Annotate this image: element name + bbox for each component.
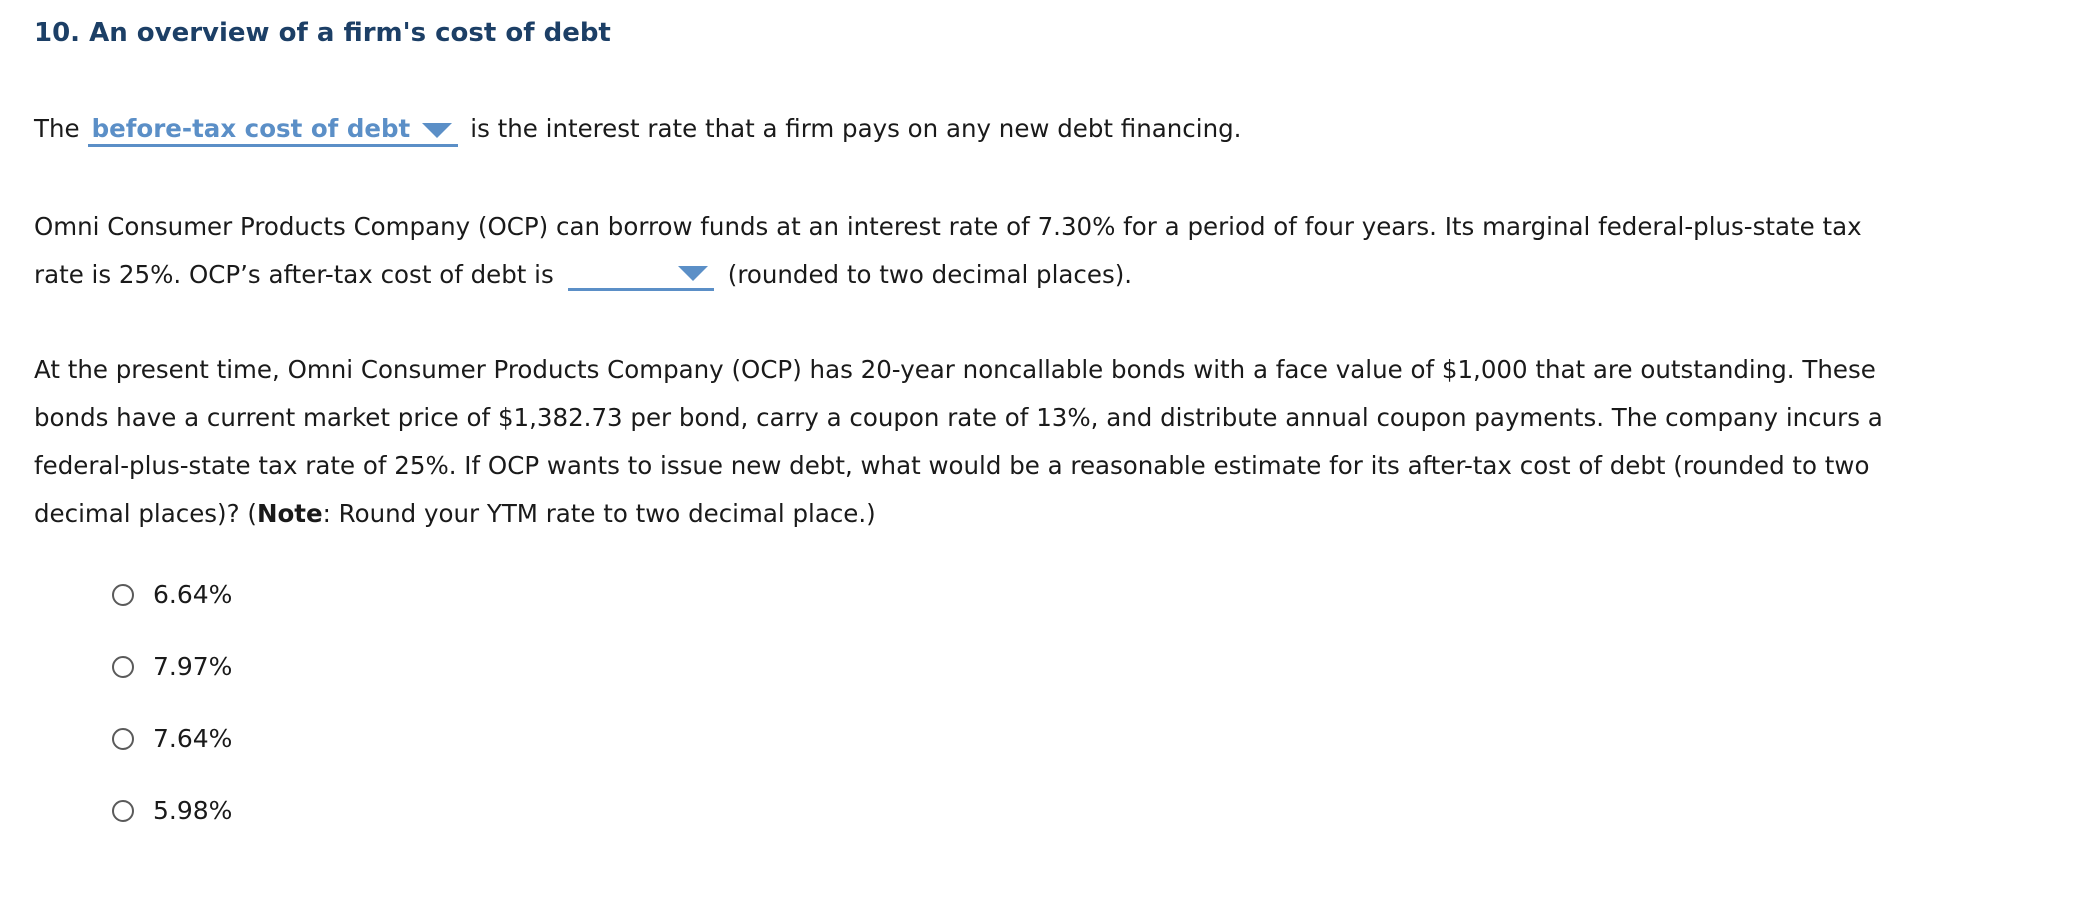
note-label: Note (256, 499, 323, 528)
answer-option-label[interactable]: 7.64% (153, 724, 233, 753)
caret-down-icon (422, 123, 452, 138)
statement-2 (34, 203, 1894, 299)
note-text: : Round your YTM rate to two decimal place.) (322, 499, 876, 528)
answer-option[interactable] (112, 580, 232, 652)
question-title: 10. An overview of a firm's cost of debt (34, 18, 611, 48)
radio-button-icon[interactable] (112, 800, 134, 822)
answer-option[interactable] (112, 652, 232, 724)
radio-button-icon[interactable] (112, 584, 134, 606)
answer-option-label[interactable]: 7.97% (153, 652, 233, 681)
answer-option-label[interactable]: 5.98% (153, 796, 233, 825)
after-tax-cost-dropdown[interactable] (568, 258, 714, 291)
statement-2-tail: (rounded to two decimal places). (727, 260, 1133, 289)
statement-3-main: At the present time, Omni Consumer Products Company (OCP) has 20-year noncallable bonds with a face value of $1,000 that are outstanding. These bonds have a current market price of $1,382.73 per bond, carry a coupon rate of 13%, and distribute annual coupon payments. The company incurs a federal-plus-state tax rate of 25%. If OCP wants to issue new debt, what would be a reasonable estimate for its after-tax cost of debt (rounded to two decimal places)? ( (34, 355, 1883, 528)
statement-3 (34, 346, 1894, 538)
answer-option[interactable] (112, 724, 232, 796)
answer-option-label[interactable]: 6.64% (153, 580, 233, 609)
statement-1-tail: is the interest rate that a firm pays on any new debt financing. (470, 114, 1242, 143)
radio-button-icon[interactable] (112, 656, 134, 678)
answer-options (112, 580, 232, 868)
statement-2-lead: Omni Consumer Products Company (OCP) can borrow funds at an interest rate of 7.30% for a period of four years. Its marginal federal-plus-state tax rate is 25%. OCP’s after-tax cost of debt is (34, 212, 1862, 289)
cost-of-debt-dropdown-value: before-tax cost of debt (91, 114, 411, 143)
cost-of-debt-dropdown[interactable] (88, 114, 459, 147)
caret-down-icon (678, 266, 708, 281)
statement-1-lead: The (34, 114, 80, 143)
answer-option[interactable] (112, 796, 232, 868)
statement-1 (34, 105, 1894, 153)
radio-button-icon[interactable] (112, 728, 134, 750)
